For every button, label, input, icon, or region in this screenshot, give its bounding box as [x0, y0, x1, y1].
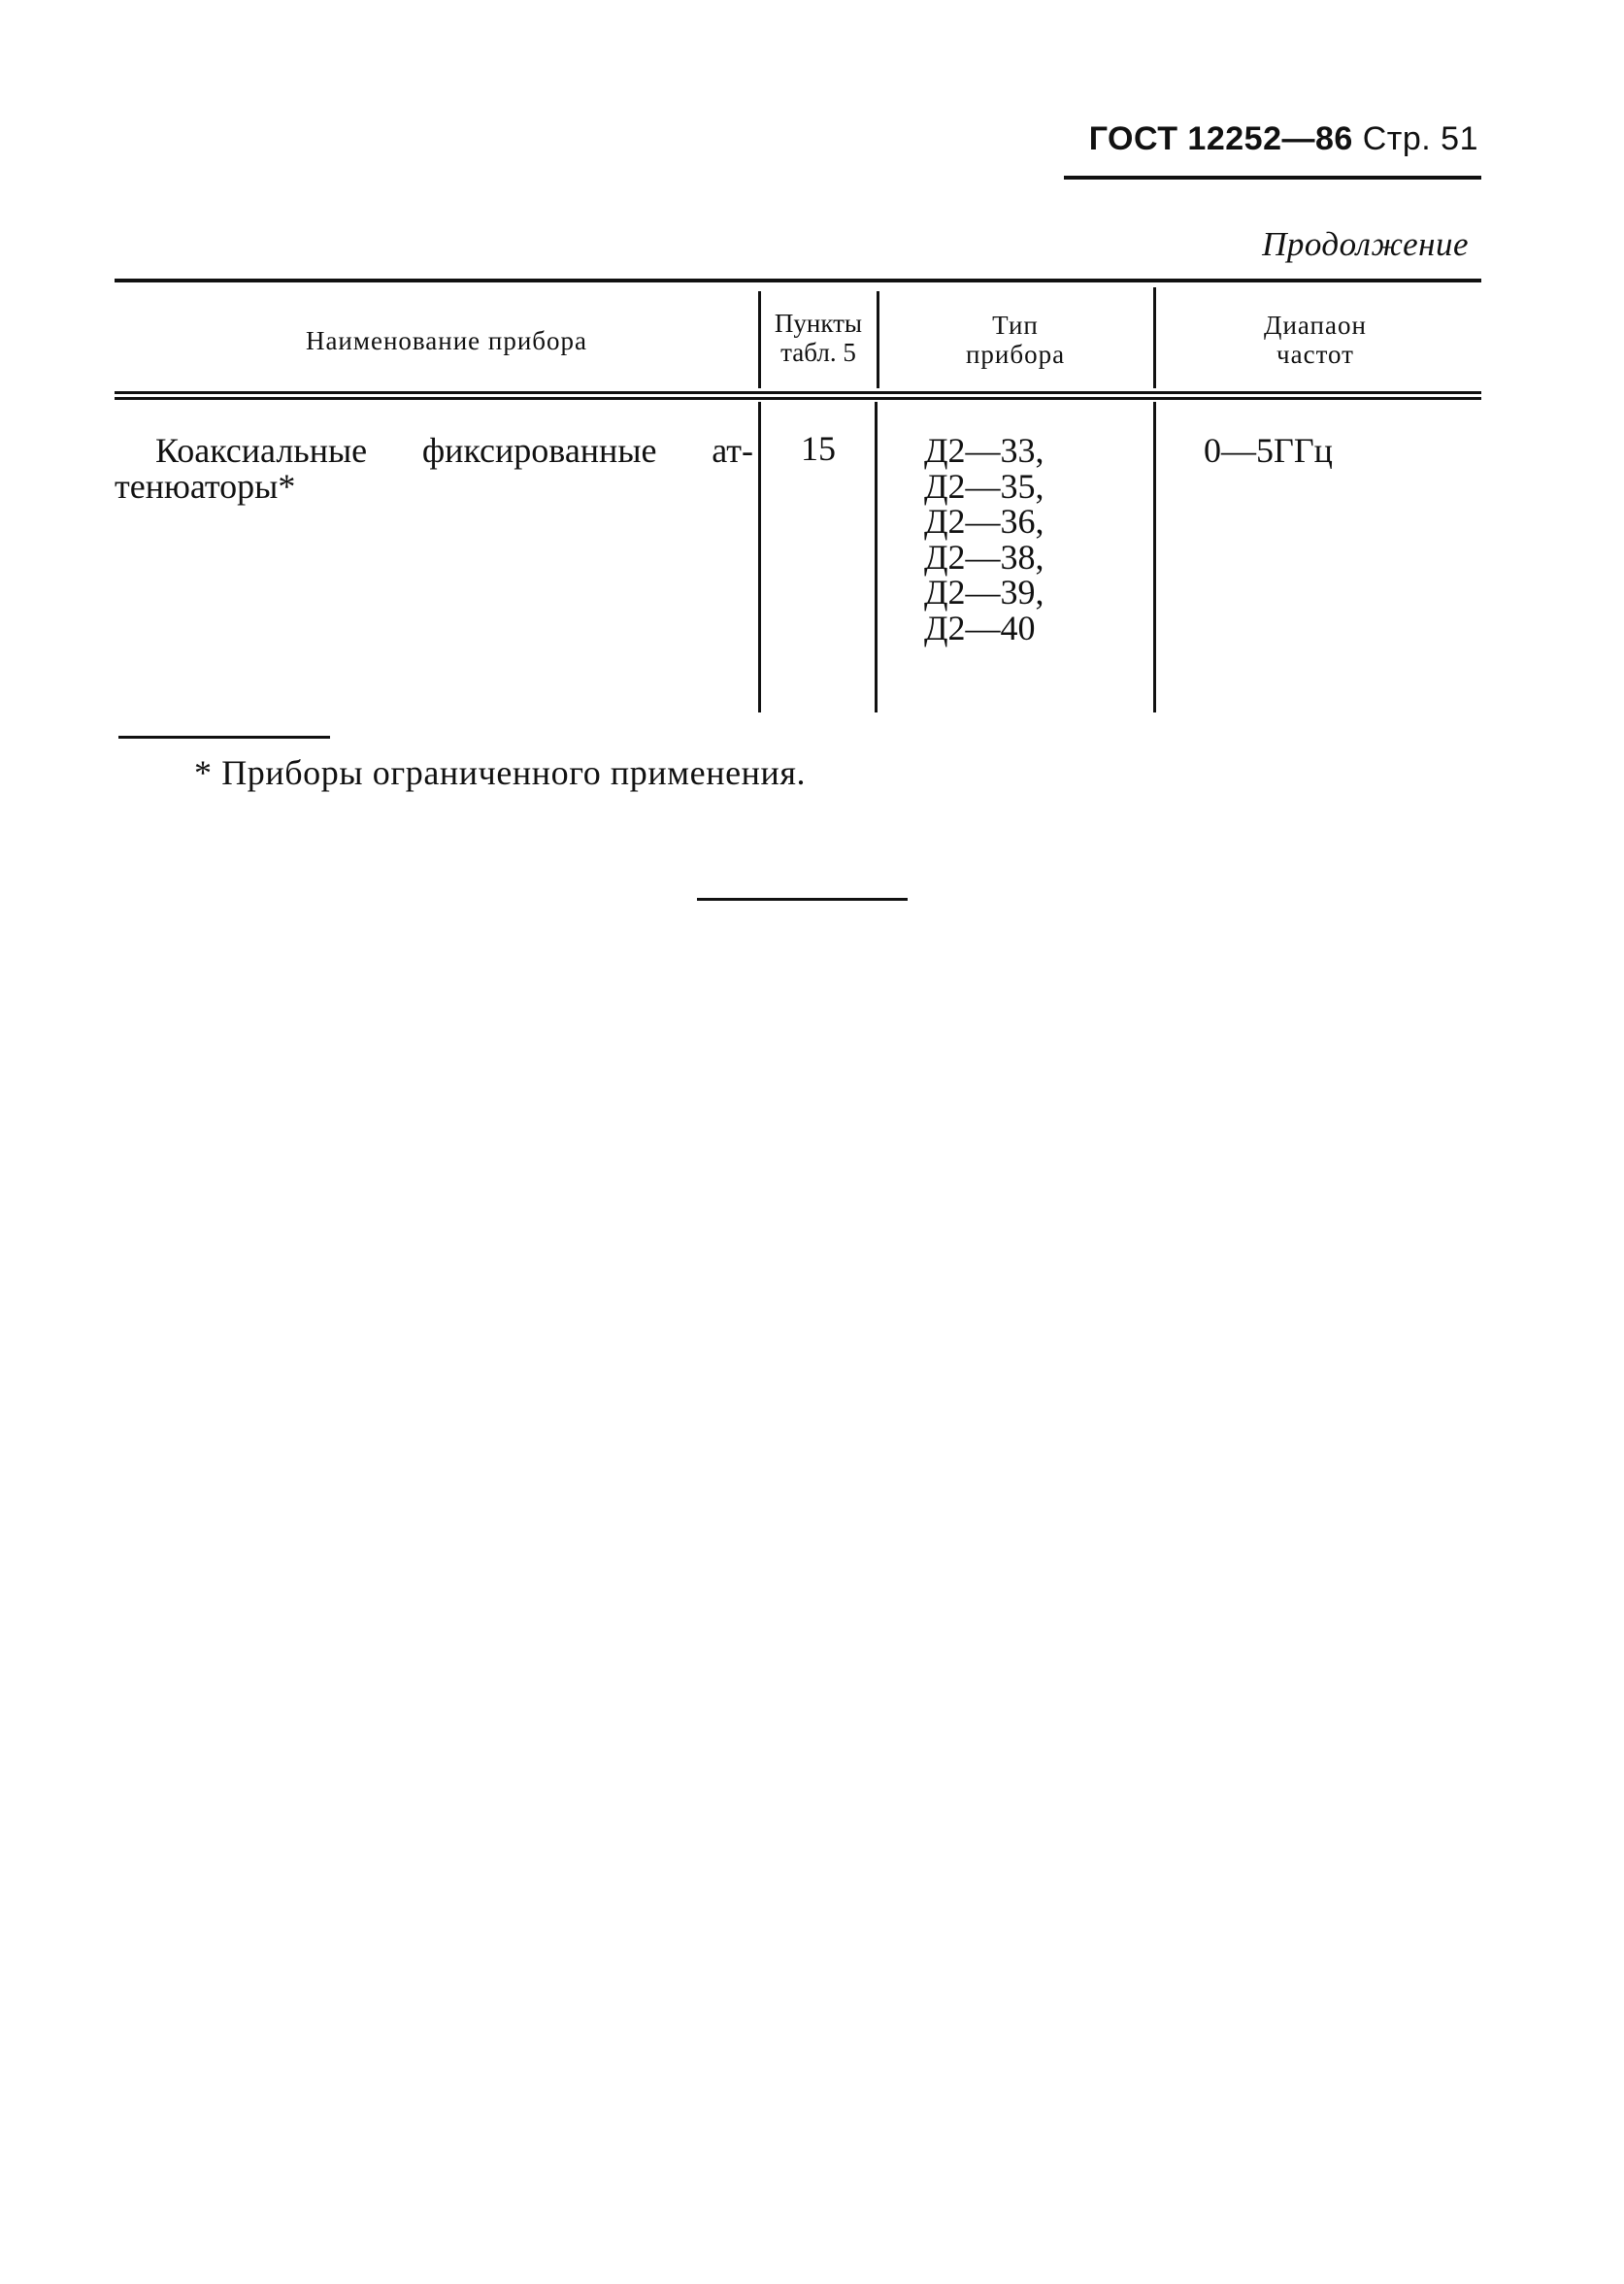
header-rule	[1064, 176, 1481, 180]
name-word: фиксированные	[421, 431, 657, 470]
column-header-text: Наименование прибора	[305, 326, 588, 355]
column-header-text: частот	[1276, 340, 1354, 369]
device-type-code: Д2—33,	[924, 431, 1044, 470]
column-divider	[1153, 402, 1156, 712]
table-cell-table-item: 15	[801, 429, 836, 468]
table-cell-device-name	[115, 433, 753, 505]
column-header-text: табл. 5	[780, 338, 856, 367]
device-type-code: Д2—35,	[924, 466, 1044, 506]
standard-number: ГОСТ 12252—86	[1088, 120, 1353, 157]
column-divider	[758, 291, 761, 388]
column-header-table-items	[762, 309, 875, 367]
name-line: тенюаторы*	[115, 467, 296, 506]
table-header-rule	[115, 397, 1481, 400]
name-word: ат-	[712, 431, 753, 470]
column-header-text: прибора	[965, 340, 1066, 369]
column-header-text: Тип	[992, 311, 1039, 340]
table-cell-frequency-range: 0—5ГГц	[1204, 431, 1333, 470]
end-of-section-rule	[697, 898, 908, 901]
name-line	[115, 433, 753, 469]
column-header-device-type	[878, 311, 1152, 369]
table-header-rule	[115, 391, 1481, 394]
page-number: Стр. 51	[1362, 120, 1478, 157]
device-type-code: Д2—36,	[924, 502, 1044, 542]
column-header-frequency-range	[1155, 311, 1475, 369]
device-type-code: Д2—39,	[924, 573, 1044, 612]
column-header-text: Пункты	[774, 309, 863, 338]
column-header-device-name	[146, 326, 747, 355]
column-divider	[758, 402, 761, 712]
device-type-code: Д2—38,	[924, 537, 1044, 577]
column-divider	[875, 402, 878, 712]
footnote: * Приборы ограниченного применения.	[194, 753, 807, 792]
column-header-text: Диапаон	[1264, 311, 1367, 340]
name-word: Коаксиальные	[155, 431, 368, 470]
footnote-rule	[118, 736, 330, 739]
continuation-label: Продолжение	[1262, 225, 1469, 263]
device-type-code: Д2—40	[924, 608, 1036, 647]
running-header	[1089, 120, 1478, 158]
table-cell-device-types	[924, 433, 1147, 646]
table-top-rule	[115, 279, 1481, 282]
